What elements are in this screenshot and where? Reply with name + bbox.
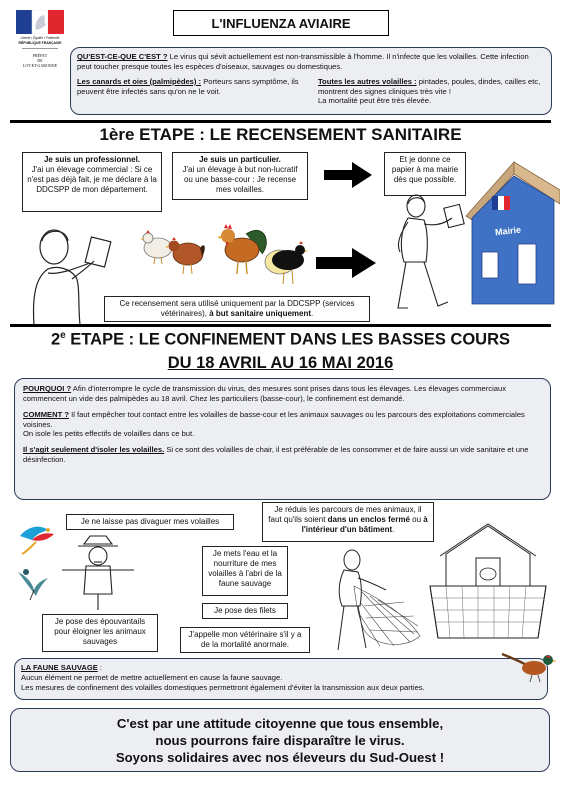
faune-box [14,658,548,700]
page-title-text: L'INFLUENZA AVIAIRE [211,15,351,31]
epouvantails-box: Je pose des épouvantails pour éloigner les animaux sauvages [42,614,158,652]
divider-middle [10,324,551,327]
footer-line2: nous pourrons faire disparaître le virus. [155,733,405,749]
faune-title: LA FAUNE SAUVAGE : [21,663,103,672]
recensement-note: Ce recensement sera utilisé uniquement par la DDCSPP (services vétérinaires), à but sanitaire uniquement. [104,296,370,322]
arrow-right-icon [322,160,374,190]
divider-top [10,120,551,123]
parcours-box: Je réduis les parcours de mes animaux, il faut qu'ils soient dans un enclos fermé ou à l'intérieur d'un bâtiment. [262,502,434,542]
intro-canards: Les canards et oies (palmipèdes) : Porteurs sans symptôme, ils peuvent être infectés sans qu'on ne le voit. [77,76,299,96]
man-walking-icon [386,190,466,314]
prefet-label: PRÉFET [32,53,48,58]
intro-autres: Toutes les autres volailles : pintades, poules, dindes, cailles etc, montrent des signes cliniques très vite ! La mortalité peut être très élevée. [318,77,545,107]
mairie-sign: Mairie [494,224,522,238]
particulier-box: Je suis un particulier. J'ai un élevage à but non-lucratif ou une basse-cour : Je recense mes volailles. [172,152,308,200]
isoler-text: Il s'agit seulement d'isoler les volailles. Si ce sont des volailles de chair, il est préférable de les consommer et de faire aussi un vide sanitaire et une désinfection. [23,445,529,465]
parrot-icon [16,520,56,556]
faune-line2: Les mesures de confinement des volailles domestiques permettront également d'éviter la transmission aux deux parties. [21,682,425,692]
wild-bird-icon [16,566,50,602]
mairie-box: Et je donne ce papier à ma mairie dès que possible. [384,152,466,196]
pourquoi-text: POURQUOI ? Afin d'interrompre le cycle de transmission du virus, des mesures sont prises dans tous les élevages. Les élevages commerciaux commencent un vide des palmipèdes au 18 avril. Chez les particuliers (basse-cour), le confinement est demandé. [23,384,507,403]
logo-motto: Liberté • Égalité • Fraternité [20,36,60,40]
etape2-title: 2e ETAPE : LE CONFINEMENT DANS LES BASSES COURS [50,330,511,349]
footer-box [10,708,550,772]
arrow-right-icon-2 [314,246,378,280]
prefecture-logo [14,8,66,78]
eau-box: Je mets l'eau et la nourriture de mes volailles à l'abri de la faune sauvage [202,546,288,596]
logo-republique: RÉPUBLIQUE FRANÇAISE [18,41,62,45]
marianne-flag-icon [16,10,64,34]
intro-q1: QU'EST-CE-QUE C'EST ? Le virus qui sévit actuellement est non-transmissible à l'homme. Il n'infecte que les volailles. Cette infection peut toucher presque toutes les espèces d'oiseaux, sauvages ou domestiques. [77,52,529,71]
footer-line3: Soyons solidaires avec nos éleveurs du Sud-Ouest ! [115,750,445,766]
filets-box: Je pose des filets [202,603,288,619]
footer-line1: C'est par une attitude citoyenne que tous ensemble, [116,716,444,731]
etape2-subtitle: DU 18 AVRIL AU 16 MAI 2016 [167,354,394,372]
man-with-net-icon [314,546,424,656]
intro-box [70,47,552,115]
comment-text: COMMENT ? Il faut empêcher tout contact entre les volailles de basse-cour et les animaux sauvages ou les parcours des exploitations commerciales voisines. On isole les petits effectifs de volailles dans ce but. [23,409,525,439]
etape1-title: 1ère ETAPE : LE RECENSEMENT SANITAIRE [99,125,462,144]
chicken-coop-icon [426,522,550,642]
prefet-de: DE [37,58,43,63]
scarecrow-icon [58,534,138,610]
faune-line1: Aucun élément ne permet de mettre actuellement en cause la faune sauvage. [21,672,283,682]
veterinaire-box: J'appelle mon vétérinaire s'il y a de la mortalité anormale. [180,627,310,653]
hen-black-icon [256,238,308,286]
prefet-department: LOT-ET-GARONNE [22,63,58,68]
confinement-box [14,378,551,500]
page-title [173,10,389,36]
intro-mortalite: La mortalité peut être très élevée. [317,96,432,106]
hen-brown-icon [164,232,208,276]
pro-box: Je suis un professionnel. J'ai un élevage commercial : Si ce n'est pas déjà fait, je me déclare à la DDCSPP de mon département. [22,152,162,212]
pheasant-icon [500,648,558,684]
man-reading-icon [14,215,114,325]
divaguer-box: Je ne laisse pas divaguer mes volailles [66,514,234,530]
